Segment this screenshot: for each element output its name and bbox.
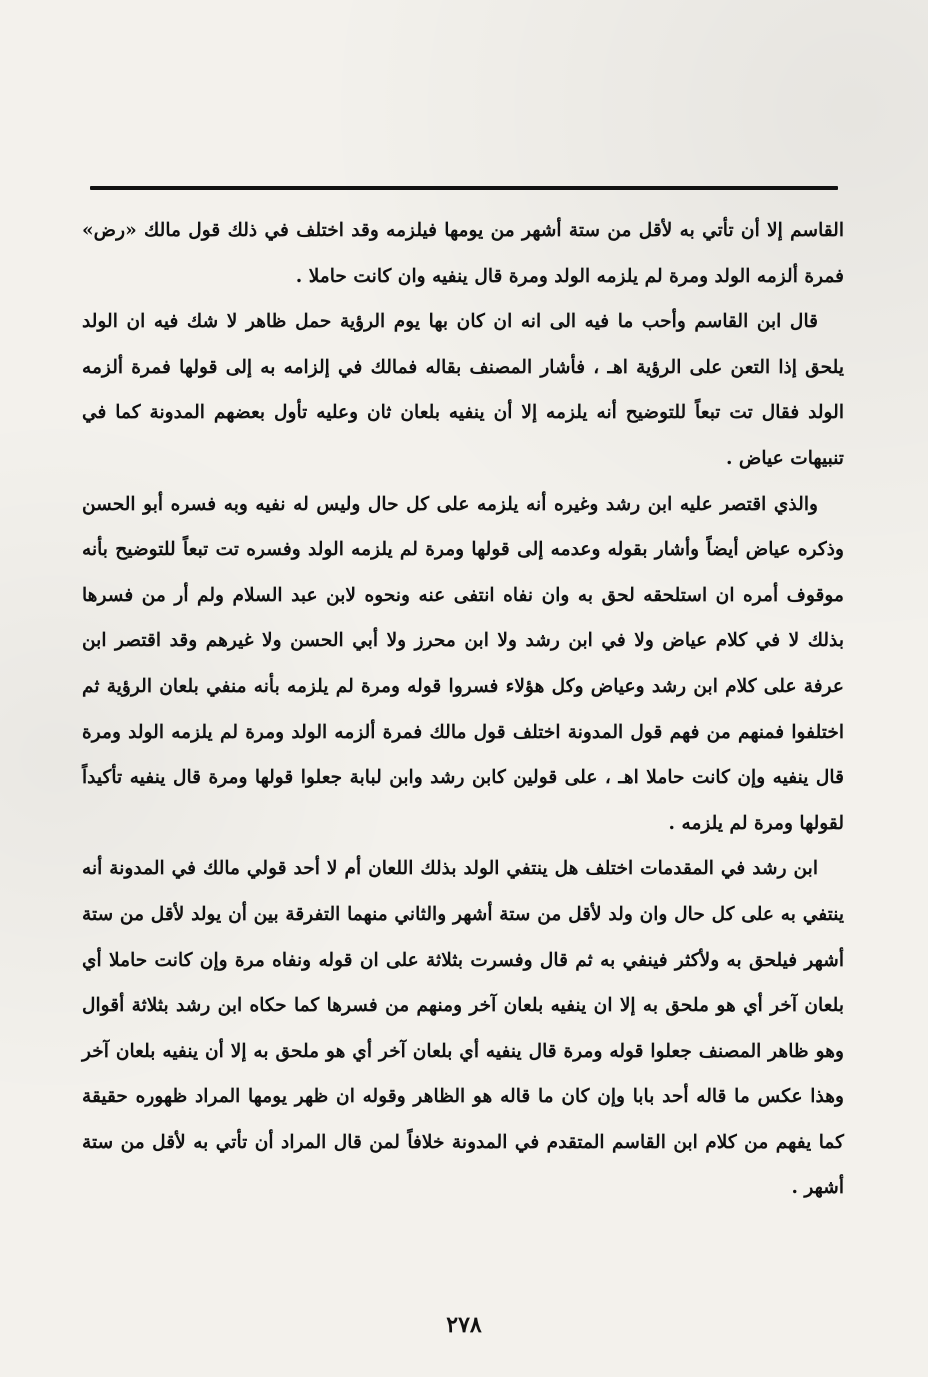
paragraph: القاسم إلا أن تأتي به لأقل من ستة أشهر من يومها فيلزمه وقد اختلف في ذلك قول مالك «رض» فمرة ألزمه الولد ومرة لم يلزمه الولد ومرة قال ينفيه وان كانت حاملا . bbox=[82, 220, 844, 287]
page-number: ٢٧٨ bbox=[446, 1312, 482, 1338]
paragraph: قال ابن القاسم وأحب ما فيه الى انه ان كان بها يوم الرؤية حمل ظاهر لا شك فيه ان الولد يلحق إذا التعن على الرؤية اهـ ، فأشار المصنف بقاله فمالك في إلزامه به إلى قولها فمرة ألزمه الولد فقال تت تبعاً للتوضيح أنه يلزمه إلا أن ينفيه بلعان ثان وعليه تأول بعضهم المدونة كما في تنبيهات عياض . bbox=[82, 311, 844, 469]
body-text bbox=[82, 208, 844, 1211]
paragraph: ابن رشد في المقدمات اختلف هل ينتفي الولد بذلك اللعان أم لا أحد قولي مالك في المدونة أنه ينتفي به على كل حال وان ولد لأقل من ستة أشهر والثاني منهما التفرقة بين أن يولد لأقل من ستة أشهر فيلحق به ولأكثر فينفي به ثم قال وفسرت بثلاثة على ان قوله ونفاه مرة وإن كانت حاملا أي بلعان آخر أي هو ملحق به إلا ان ينفيه بلعان آخر ومنهم من فسرها كما حكاه ابن رشد بثلاثة أقوال وهو ظاهر المصنف جعلوا قوله ومرة قال ينفيه أي بلعان آخر أي هو ملحق به إلا أن ينفيه بلعان آخر وهذا عكس ما قاله أحد بابا وإن كان ما قاله هو الظاهر وقوله ان ظهر يومها المراد ظهوره حقيقة كما يفهم من كلام ابن القاسم المتقدم في المدونة خلافاً لمن قال المراد أن تأتي به لأقل من ستة أشهر . bbox=[82, 858, 844, 1199]
paragraph: والذي اقتصر عليه ابن رشد وغيره أنه يلزمه على كل حال وليس له نفيه وبه فسره أبو الحسن وذكره عياض أيضاً وأشار بقوله وعدمه إلى قولها ومرة لم يلزمه الولد وفسره تت تبعاً للتوضيح بأنه موقوف أمره ان استلحقه لحق به وان نفاه انتفى عنه ونحوه لابن عبد السلام ولم أر من فسرها بذلك لا في كلام عياض ولا في ابن رشد ولا ابن محرز ولا أبي الحسن ولا غيرهم وقد اقتصر ابن عرفة على كلام ابن رشد وعياض وكل هؤلاء فسروا قوله ومرة لم يلزمه بأنه منفي بلعان الرؤية ثم اختلفوا فمنهم من فهم قول المدونة اختلف قول مالك فمرة ألزمه الولد ومرة لم يلزمه الولد ومرة قال ينفيه وإن كانت حاملا اهـ ، على قولين كابن رشد وابن لبابة جعلوا قولها ومرة قال ينفيه تأكيداً لقولها ومرة لم يلزمه . bbox=[82, 493, 844, 834]
header-rule bbox=[90, 186, 838, 190]
